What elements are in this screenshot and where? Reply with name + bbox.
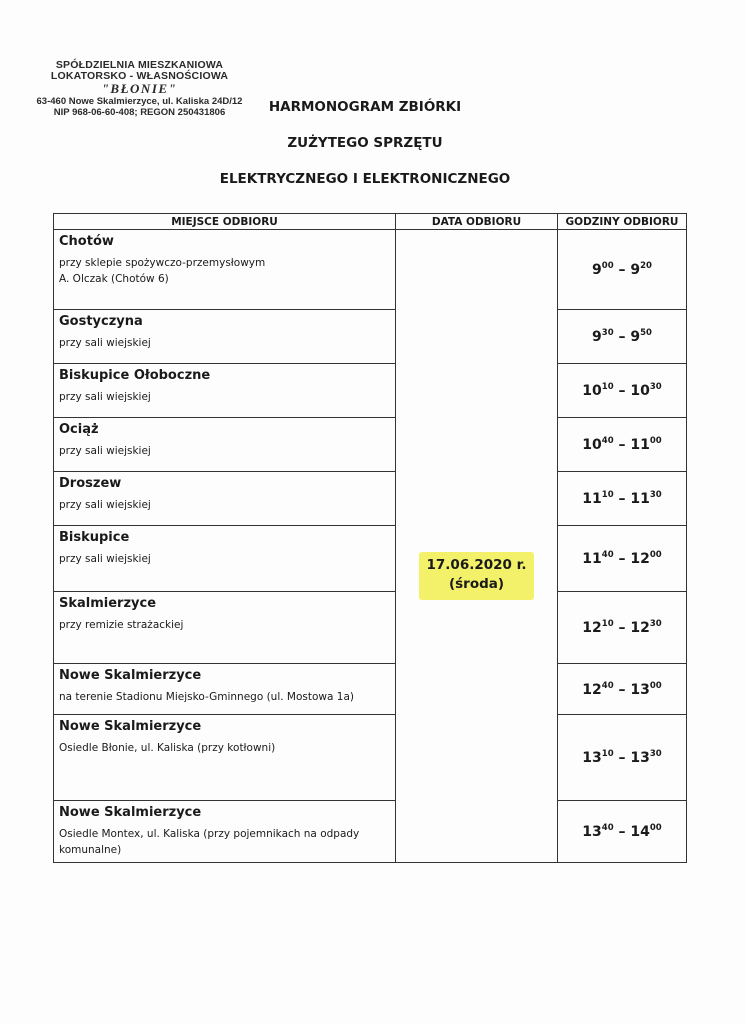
- place-cell: [54, 592, 396, 664]
- table-row: [54, 310, 687, 364]
- place-description: przy sali wiejskiej: [59, 391, 151, 403]
- org-line-1: SPÓŁDZIELNIA MIESZKANIOWA: [55, 59, 224, 71]
- from-hour: 9: [592, 329, 602, 345]
- place-description-line-2: A. Olczak (Chotów 6): [59, 273, 169, 285]
- to-hour: 11: [630, 491, 650, 507]
- place-name: Nowe Skalmierzyce: [59, 805, 202, 820]
- to-hour: 13: [630, 750, 650, 766]
- place-name: Nowe Skalmierzyce: [59, 668, 202, 683]
- time-separator: –: [613, 551, 631, 567]
- place-description: przy remizie strażackiej: [59, 619, 184, 631]
- to-hour: 12: [630, 620, 650, 636]
- to-minute: 00: [649, 550, 662, 560]
- hours-cell: [558, 472, 687, 526]
- place-description: Osiedle Montex, ul. Kaliska (przy pojemnikach na odpady: [59, 828, 360, 840]
- place-cell: [54, 230, 396, 310]
- from-hour: 10: [582, 383, 602, 399]
- from-minute: 10: [601, 490, 614, 500]
- place-name: Chotów: [59, 234, 114, 249]
- from-hour: 10: [582, 437, 602, 453]
- place-description-line-2: komunalne): [59, 844, 122, 856]
- to-hour: 11: [630, 437, 650, 453]
- from-hour: 13: [582, 824, 602, 840]
- place-name: Ociąż: [59, 422, 99, 437]
- place-name: Skalmierzyce: [59, 596, 157, 611]
- to-hour: 14: [630, 824, 650, 840]
- place-description: przy sklepie spożywczo-przemysłowym: [59, 257, 266, 269]
- to-hour: 12: [630, 551, 650, 567]
- org-address: 63-460 Nowe Skalmierzyce, ul. Kaliska 24D/12: [36, 96, 243, 107]
- from-minute: 40: [601, 680, 614, 691]
- place-cell: [54, 364, 396, 418]
- to-minute: 30: [649, 382, 662, 392]
- hours-cell: [558, 418, 687, 472]
- to-minute: 30: [649, 619, 662, 629]
- table-row: [54, 801, 687, 863]
- org-tax-ids: NIP 968-06-60-408; REGON 250431806: [53, 107, 226, 118]
- to-minute: 50: [640, 328, 652, 338]
- hours-cell: [558, 592, 687, 664]
- place-name: Biskupice: [59, 530, 130, 545]
- place-description: przy sali wiejskiej: [59, 553, 151, 565]
- title-line-1: HARMONOGRAM ZBIÓRKI: [268, 99, 462, 115]
- from-hour: 13: [582, 750, 602, 766]
- place-cell: [54, 664, 396, 715]
- time-separator: –: [613, 491, 631, 507]
- to-minute: 30: [649, 749, 662, 759]
- time-separator: –: [613, 750, 631, 766]
- collection-date: 17.06.2020 r.: [426, 557, 527, 573]
- place-description: na terenie Stadionu Miejsko-Gminnego (ul. Mostowa 1a): [59, 691, 354, 703]
- hours-cell: [558, 230, 687, 310]
- place-description: przy sali wiejskiej: [59, 499, 151, 511]
- place-cell: [54, 472, 396, 526]
- table-row: [54, 526, 687, 592]
- place-name: Droszew: [59, 476, 122, 491]
- place-cell: [54, 310, 396, 364]
- hours-cell: [558, 364, 687, 418]
- to-hour: 13: [630, 681, 650, 698]
- to-hour: 9: [630, 329, 641, 345]
- place-cell: [54, 526, 396, 592]
- org-name: "BŁONIE": [101, 81, 178, 96]
- from-hour: 11: [582, 551, 602, 567]
- title-line-3: ELEKTRYCZNEGO I ELEKTRONICZNEGO: [219, 171, 511, 187]
- hours-cell: [558, 664, 687, 715]
- table-row: [54, 715, 687, 801]
- time-separator: –: [613, 437, 631, 453]
- time-separator: –: [613, 383, 631, 399]
- highlighted-date: [419, 552, 535, 600]
- from-hour: 9: [592, 262, 602, 278]
- to-minute: 00: [649, 436, 662, 446]
- hours-cell: [558, 801, 687, 863]
- col-header-place: MIEJSCE ODBIORU: [54, 214, 396, 230]
- date-cell: [396, 230, 558, 863]
- table-row: [54, 364, 687, 418]
- to-minute: 00: [649, 823, 662, 833]
- hours-cell: [558, 715, 687, 801]
- time-separator: –: [613, 329, 631, 345]
- from-minute: 40: [601, 550, 614, 560]
- to-hour: 9: [630, 262, 641, 278]
- hours-cell: [558, 310, 687, 364]
- from-minute: 40: [601, 436, 614, 446]
- time-separator: –: [613, 824, 631, 840]
- place-name: Nowe Skalmierzyce: [59, 719, 202, 734]
- place-cell: [54, 801, 396, 863]
- to-hour: 10: [630, 383, 650, 399]
- time-separator: –: [613, 620, 631, 636]
- table-row: [54, 230, 687, 310]
- table-row: [54, 418, 687, 472]
- place-description: Osiedle Błonie, ul. Kaliska (przy kotłowni): [59, 742, 276, 754]
- table-row: [54, 592, 687, 664]
- from-hour: 11: [582, 491, 602, 507]
- to-minute: 00: [649, 680, 662, 691]
- table-header-row: [54, 214, 687, 230]
- col-header-date: DATA ODBIORU: [396, 214, 558, 230]
- col-header-hours: GODZINY ODBIORU: [558, 214, 687, 230]
- from-minute: 10: [601, 382, 614, 392]
- time-separator: –: [613, 262, 631, 278]
- collection-weekday: (środa): [448, 576, 505, 592]
- org-line-2: LOKATORSKO - WŁASNOŚCIOWA: [50, 70, 229, 82]
- from-minute: 30: [601, 328, 614, 338]
- place-description: przy sali wiejskiej: [59, 337, 151, 349]
- table-row: [54, 664, 687, 715]
- place-cell: [54, 715, 396, 801]
- place-name: Biskupice Ołoboczne: [59, 368, 211, 383]
- to-minute: 30: [649, 490, 662, 500]
- place-description: przy sali wiejskiej: [59, 445, 151, 457]
- from-minute: 10: [601, 749, 614, 759]
- schedule-table: [53, 213, 687, 863]
- from-hour: 12: [582, 620, 602, 636]
- from-minute: 00: [601, 261, 614, 271]
- place-cell: [54, 418, 396, 472]
- to-minute: 20: [640, 261, 652, 271]
- title-line-2: ZUŻYTEGO SPRZĘTU: [287, 135, 443, 151]
- from-minute: 10: [601, 619, 614, 629]
- time-separator: –: [613, 681, 631, 698]
- from-hour: 12: [582, 681, 602, 698]
- hours-cell: [558, 526, 687, 592]
- from-minute: 40: [601, 823, 614, 833]
- table-row: [54, 472, 687, 526]
- table-body: [54, 230, 687, 863]
- place-name: Gostyczyna: [59, 314, 143, 329]
